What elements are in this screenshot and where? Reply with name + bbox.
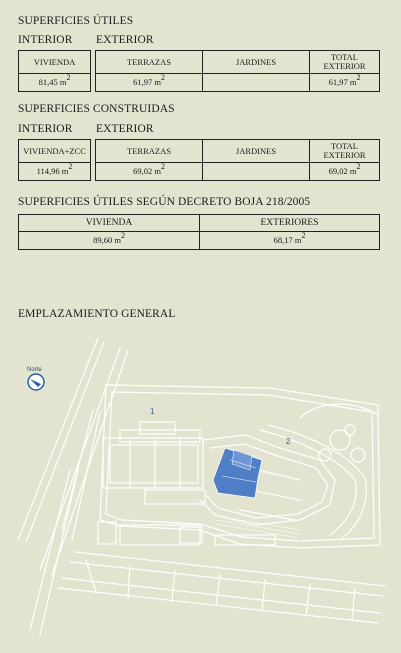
unit-superscript: 2 [301,231,306,240]
utiles-exterior-label: EXTERIOR [96,34,154,46]
north-label: Norte [27,367,42,373]
construidas-jardines-label: JARDINES [203,140,310,163]
unit-superscript: 2 [356,162,361,171]
construidas-exterior-label: EXTERIOR [96,123,154,135]
construidas-exterior-table [95,139,380,181]
plan-marker-1: 1 [150,407,155,416]
construidas-total-cell [310,163,380,181]
construidas-vivienda-label: VIVIENDA+ZCC [19,140,91,163]
utiles-terrazas-cell [96,74,203,92]
decreto-vivienda-cell [19,232,200,250]
decreto-vivienda-label: VIVIENDA [19,215,200,232]
decreto-exteriores-label: EXTERIORES [200,215,380,232]
highlighted-unit [213,448,262,498]
utiles-jardines-value [203,74,310,92]
construidas-terrazas-label: TERRAZAS [96,140,203,163]
utiles-vivienda-value: 81,45 m [38,77,67,87]
construidas-interior-table [18,139,91,181]
utiles-interior-table [18,50,91,92]
unit-superscript: 2 [66,73,71,82]
site-plan-drawing [0,330,401,653]
decreto-exteriores-value: 68,17 m [273,235,302,245]
unit-superscript: 2 [120,231,125,240]
construidas-interior-label: INTERIOR [18,123,73,135]
construidas-vivienda-cell [19,163,91,181]
unit-superscript: 2 [356,73,361,82]
construidas-title: SUPERFICIES CONSTRUIDAS [18,103,175,115]
construidas-total-label-line1: TOTAL [330,141,359,151]
utiles-terrazas-value: 61,97 m [133,77,161,87]
unit-superscript: 2 [160,162,165,171]
utiles-interior-label: INTERIOR [18,34,73,46]
construidas-jardines-value [203,163,310,181]
construidas-total-label [310,140,380,163]
utiles-total-cell [310,74,380,92]
utiles-vivienda-cell [19,74,91,92]
utiles-total-value: 61,97 m [328,77,357,87]
decreto-exteriores-cell [200,232,380,250]
utiles-terrazas-label: TERRAZAS [96,51,203,74]
construidas-total-value: 69,02 m [328,166,357,176]
utiles-total-label [310,51,380,74]
unit-superscript: 2 [68,162,73,171]
construidas-terrazas-cell [96,163,203,181]
utiles-total-label-line1: TOTAL [330,52,359,62]
utiles-jardines-label: JARDINES [203,51,310,74]
construidas-terrazas-value: 69,02 m [133,166,161,176]
utiles-vivienda-label: VIVIENDA [19,51,91,74]
decreto-vivienda-value: 89,60 m [93,235,121,245]
utiles-title: SUPERFICIES ÚTILES [18,15,134,27]
utiles-total-label-line2: EXTERIOR [323,61,366,71]
plan-marker-2: 2 [286,437,291,446]
decreto-title: SUPERFICIES ÚTILES SEGÚN DECRETO BOJA 218/2005 [18,196,311,208]
site-plan-title: EMPLAZAMIENTO GENERAL [18,308,176,320]
construidas-vivienda-value: 114,96 m [36,166,69,176]
utiles-exterior-table [95,50,380,92]
decreto-table [18,214,380,250]
construidas-total-label-line2: EXTERIOR [323,150,366,160]
unit-superscript: 2 [160,73,165,82]
